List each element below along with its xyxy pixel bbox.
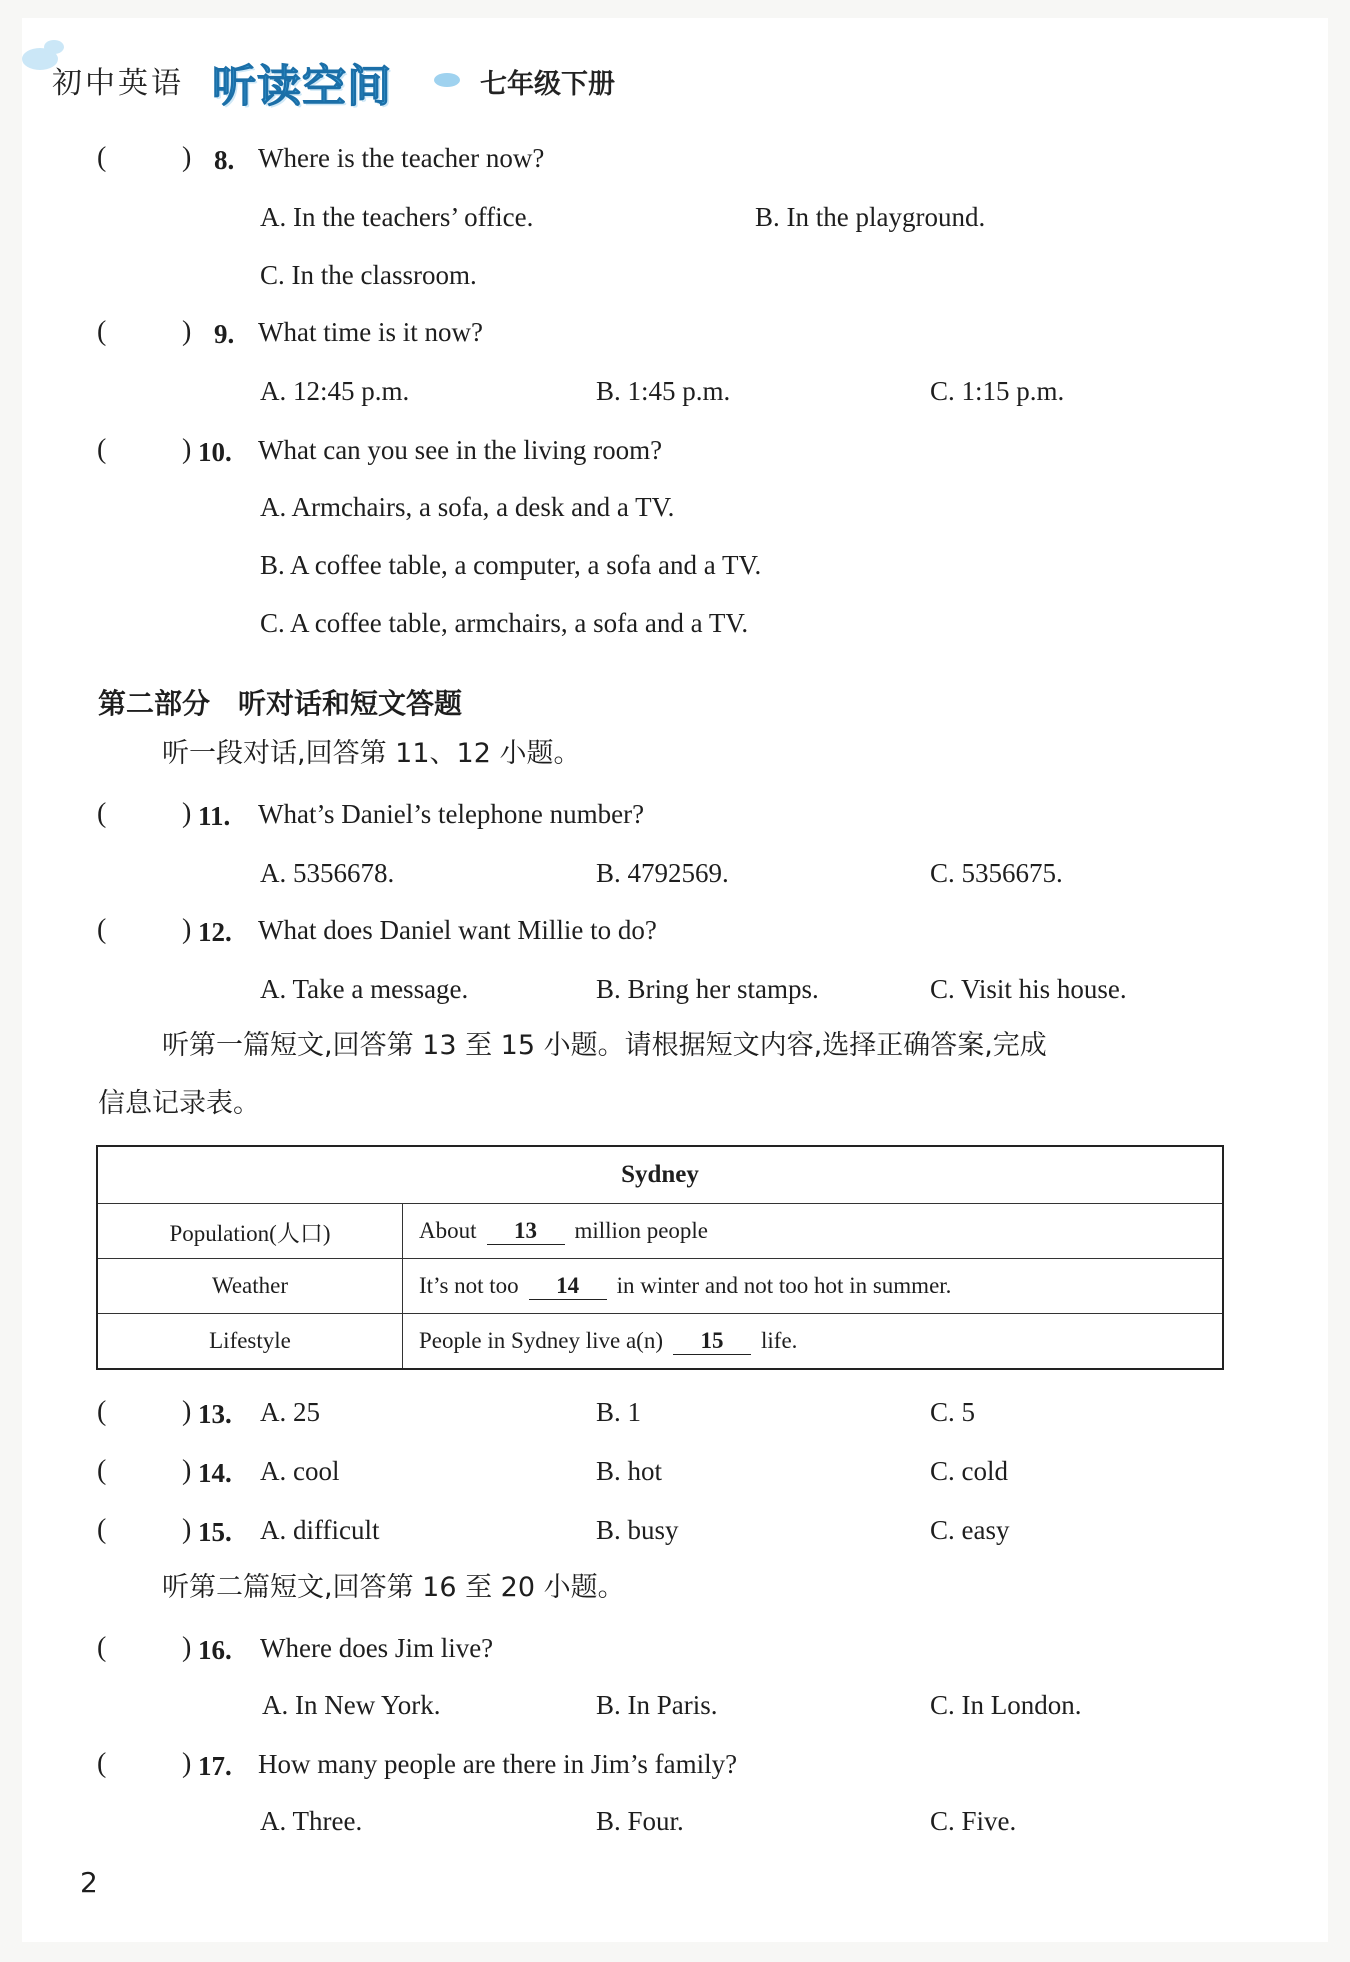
header-dot-decoration bbox=[434, 73, 460, 87]
instruction: 信息记录表。 bbox=[98, 1088, 260, 1119]
answer-paren-close: ) bbox=[182, 914, 192, 945]
question-number: 11. bbox=[198, 801, 231, 831]
option: A. 5356678. bbox=[260, 858, 395, 888]
answer-paren-open: ( bbox=[97, 1514, 107, 1545]
instruction: 听第一篇短文,回答第 13 至 15 小题。请根据短文内容,选择正确答案,完成 bbox=[162, 1030, 1047, 1061]
option: B. Four. bbox=[596, 1806, 684, 1836]
option: A. In the teachers’ office. bbox=[260, 202, 534, 232]
answer-paren-open: ( bbox=[97, 316, 107, 347]
question-number: 17. bbox=[198, 1751, 232, 1781]
info-record-table bbox=[96, 1145, 1224, 1370]
option: B. A coffee table, a computer, a sofa and a TV. bbox=[260, 550, 762, 580]
option: C. cold bbox=[930, 1456, 1008, 1486]
option: B. In the playground. bbox=[755, 202, 986, 232]
answer-paren-close: ) bbox=[182, 434, 192, 465]
answer-paren-close: ) bbox=[182, 1455, 192, 1486]
answer-paren-close: ) bbox=[182, 142, 192, 173]
option: B. 1 bbox=[596, 1397, 642, 1427]
answer-paren-open: ( bbox=[97, 914, 107, 945]
answer-paren-open: ( bbox=[97, 798, 107, 829]
table-row bbox=[97, 1314, 1223, 1370]
option: A. Armchairs, a sofa, a desk and a TV. bbox=[260, 492, 675, 522]
answer-paren-open: ( bbox=[97, 1396, 107, 1427]
answer-paren-close: ) bbox=[182, 798, 192, 829]
question-text: What can you see in the living room? bbox=[258, 435, 663, 465]
option: A. Three. bbox=[260, 1806, 363, 1836]
series-title: 初中英语 bbox=[52, 66, 184, 101]
row-value bbox=[403, 1204, 1224, 1259]
instruction: 听一段对话,回答第 11、12 小题。 bbox=[162, 738, 581, 769]
option: C. 1:15 p.m. bbox=[930, 376, 1065, 406]
question-number: 16. bbox=[198, 1635, 232, 1665]
option: C. Five. bbox=[930, 1806, 1017, 1836]
fill-blank: 15 bbox=[673, 1327, 751, 1356]
option: A. 25 bbox=[260, 1397, 320, 1427]
answer-paren-open: ( bbox=[97, 1455, 107, 1486]
row-value bbox=[403, 1314, 1224, 1370]
instruction: 听第二篇短文,回答第 16 至 20 小题。 bbox=[162, 1572, 625, 1603]
row-label: Population(人口) bbox=[97, 1204, 403, 1259]
option: B. hot bbox=[596, 1456, 663, 1486]
row-text: in winter and not too hot in summer. bbox=[616, 1272, 952, 1298]
table-header-row bbox=[97, 1146, 1223, 1204]
question-text: What does Daniel want Millie to do? bbox=[258, 915, 657, 945]
answer-paren-close: ) bbox=[182, 316, 192, 347]
row-text: million people bbox=[574, 1217, 709, 1243]
option: B. 1:45 p.m. bbox=[596, 376, 731, 406]
option: C. Visit his house. bbox=[930, 974, 1127, 1004]
grade-label: 七年级下册 bbox=[480, 69, 615, 100]
fill-blank: 14 bbox=[529, 1272, 607, 1301]
option: B. Bring her stamps. bbox=[596, 974, 819, 1004]
brand-logo: 听读空间 bbox=[212, 61, 392, 112]
page-header bbox=[52, 48, 752, 118]
option: A. In New York. bbox=[262, 1690, 441, 1720]
question-text: What’s Daniel’s telephone number? bbox=[258, 799, 645, 829]
option: B. 4792569. bbox=[596, 858, 729, 888]
option: C. In the classroom. bbox=[260, 260, 477, 290]
option: B. busy bbox=[596, 1515, 679, 1545]
option: B. In Paris. bbox=[596, 1690, 718, 1720]
option: C. 5 bbox=[930, 1397, 976, 1427]
question-number: 12. bbox=[198, 917, 232, 947]
question-number: 8. bbox=[214, 145, 235, 175]
row-value bbox=[403, 1259, 1224, 1314]
option: A. Take a message. bbox=[260, 974, 469, 1004]
answer-paren-open: ( bbox=[97, 1748, 107, 1779]
option: C. In London. bbox=[930, 1690, 1082, 1720]
row-label: Lifestyle bbox=[97, 1314, 403, 1370]
answer-paren-close: ) bbox=[182, 1514, 192, 1545]
answer-paren-close: ) bbox=[182, 1632, 192, 1663]
answer-paren-open: ( bbox=[97, 434, 107, 465]
row-text: About bbox=[419, 1217, 477, 1243]
answer-paren-close: ) bbox=[182, 1748, 192, 1779]
question-text: Where is the teacher now? bbox=[258, 143, 545, 173]
question-text: Where does Jim live? bbox=[260, 1633, 494, 1663]
option: C. 5356675. bbox=[930, 858, 1063, 888]
question-number: 13. bbox=[198, 1399, 232, 1429]
table-title: Sydney bbox=[97, 1146, 1223, 1204]
table-row bbox=[97, 1259, 1223, 1314]
answer-paren-open: ( bbox=[97, 1632, 107, 1663]
answer-paren-open: ( bbox=[97, 142, 107, 173]
section-heading: 第二部分 听对话和短文答题 bbox=[98, 687, 463, 720]
option: A. 12:45 p.m. bbox=[260, 376, 410, 406]
question-text: How many people are there in Jim’s family? bbox=[258, 1749, 738, 1779]
option: A. difficult bbox=[260, 1515, 380, 1545]
question-number: 10. bbox=[198, 437, 232, 467]
table-row bbox=[97, 1204, 1223, 1259]
answer-paren-close: ) bbox=[182, 1396, 192, 1427]
row-text: It’s not too bbox=[419, 1272, 519, 1298]
option: C. easy bbox=[930, 1515, 1010, 1545]
question-number: 15. bbox=[198, 1517, 232, 1547]
row-text: life. bbox=[761, 1327, 798, 1353]
fill-blank: 13 bbox=[487, 1217, 565, 1246]
row-text: People in Sydney live a(n) bbox=[419, 1327, 664, 1353]
question-number: 14. bbox=[198, 1458, 232, 1488]
question-text: What time is it now? bbox=[258, 317, 483, 347]
page-number: 2 bbox=[80, 1866, 98, 1899]
question-number: 9. bbox=[214, 319, 235, 349]
bubble-decoration bbox=[44, 40, 64, 54]
option: A. cool bbox=[260, 1456, 340, 1486]
row-label: Weather bbox=[97, 1259, 403, 1314]
option: C. A coffee table, armchairs, a sofa and a TV. bbox=[260, 608, 749, 638]
